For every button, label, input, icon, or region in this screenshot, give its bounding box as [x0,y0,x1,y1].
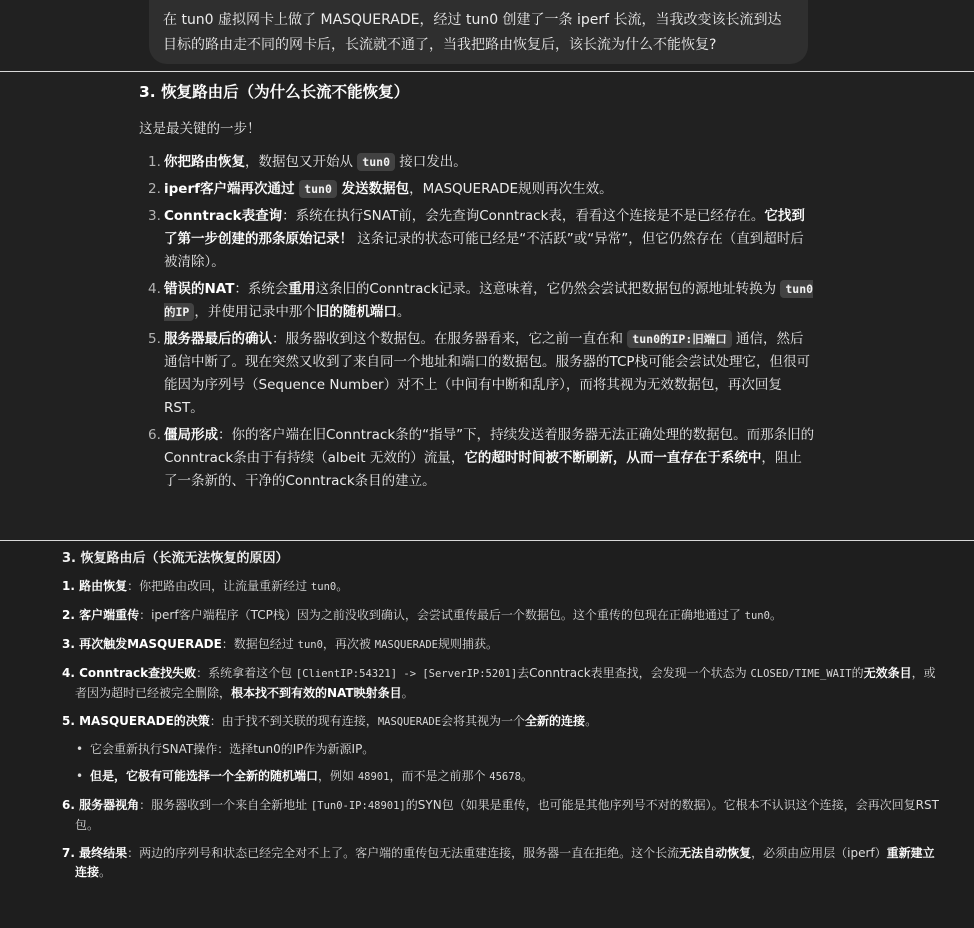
list-item: 4. 错误的NAT：系统会重用这条旧的Conntrack记录。这意味着，它仍然会尝试把数据包的源地址转换为 tun0的IP ，并使用记录中那个旧的随机端口。 [148,281,814,320]
list-item: 6. 僵局形成：你的客户端在旧Conntrack条的“指导”下，持续发送着服务器无法正确处理的数据包。而那条旧的Conntrack条由于有持续（albeit 无效的）流量，它的超时时间被不断刷新，从而一直存在于系统中，阻止了一条新的、干净的Conntrack条目的建立。 [148,427,815,489]
intro-text: 这是最关键的一步！ [139,121,261,137]
list-item: 4. Conntrack查找失败：系统拿着这个包 [ClientIP:54321] -> [ServerIP:5201]去Conntrack表里查找，会发现一个状态为 CLOSED/TIME_WAIT的无效条目，或者因为超时已经被完全删除，根本找不到有效的NAT映射条目。 [62,666,936,700]
list-item: 3. 再次触发MASQUERADE：数据包经过 tun0，再次被 MASQUERADE规则捕获。 [62,637,498,651]
bullet-icon: • [76,769,84,783]
list-item: 1. 你把路由恢复，数据包又开始从 tun0 接口发出。 [148,154,467,170]
bullet-item: • 它会重新执行SNAT操作：选择tun0的IP作为新源IP。 [62,740,944,759]
section-heading: 3. 恢复路由后（为什么长流不能恢复） [139,83,410,101]
list-item: 2. iperf客户端再次通过 tun0 发送数据包，MASQUERADE规则再次生效。 [148,181,613,197]
answer-section-2 [0,541,974,928]
list-item: 7. 最终结果：两边的序列号和状态已经完全对不上了。客户端的重传包无法重建连接，服务器一直在拒绝。这个长流无法自动恢复，必须由应用层（iperf）重新建立连接。 [62,846,935,879]
list-item: 5. 服务器最后的确认：服务器收到这个数据包。在服务器看来，它之前一直在和 tun0的IP:旧端口 通信，然后通信中断了。现在突然又收到了来自同一个地址和端口的数据包。服务器的TCP栈可能会尝试处理它，但很可能因为序列号（Sequence Number）对不上（中间有中断和乱序），而将其视为无效数据包，再次回复RST。 [148,331,811,416]
list-item: 2. 客户端重传：iperf客户端程序（TCP栈）因为之前没收到确认，会尝试重传最后一个数据包。这个重传的包现在正确地通过了 tun0。 [62,608,782,622]
user-question-bubble: 在 tun0 虚拟网卡上做了 MASQUERADE，经过 tun0 创建了一条 iperf 长流，当我改变该长流到达目标的路由走不同的网卡后，长流就不通了，当我把路由恢复后，该长流为什么不能恢复? [149,0,808,64]
answer-section-1 [0,72,974,540]
user-message-area [0,0,974,71]
list-item: 3. Conntrack表查询：系统在执行SNAT前，会先查询Conntrack表，看看这个连接是不是已经存在。它找到了第一步创建的那条原始记录！ 这条记录的状态可能已经是“不活跃”或“异常”，但它仍然存在（直到超时后被清除）。 [148,208,805,270]
section-heading: 3. 恢复路由后（长流无法恢复的原因） [62,551,289,566]
bullet-icon: • [76,742,84,756]
list-item: 6. 服务器视角：服务器收到一个来自全新地址 [Tun0-IP:48901]的SYN包（如果是重传，也可能是其他序列号不对的数据）。它根本不认识这个连接，会再次回复RST包。 [62,798,939,832]
list-item: 5. MASQUERADE的决策：由于找不到关联的现有连接，MASQUERADE会将其视为一个全新的连接。 [62,714,598,728]
steps-list [139,151,815,493]
list-item: 1. 路由恢复：你把路由改回，让流量重新经过 tun0。 [62,579,349,593]
bullet-item: • 但是，它极有可能选择一个全新的随机端口，例如 48901，而不是之前那个 45678。 [62,767,944,787]
